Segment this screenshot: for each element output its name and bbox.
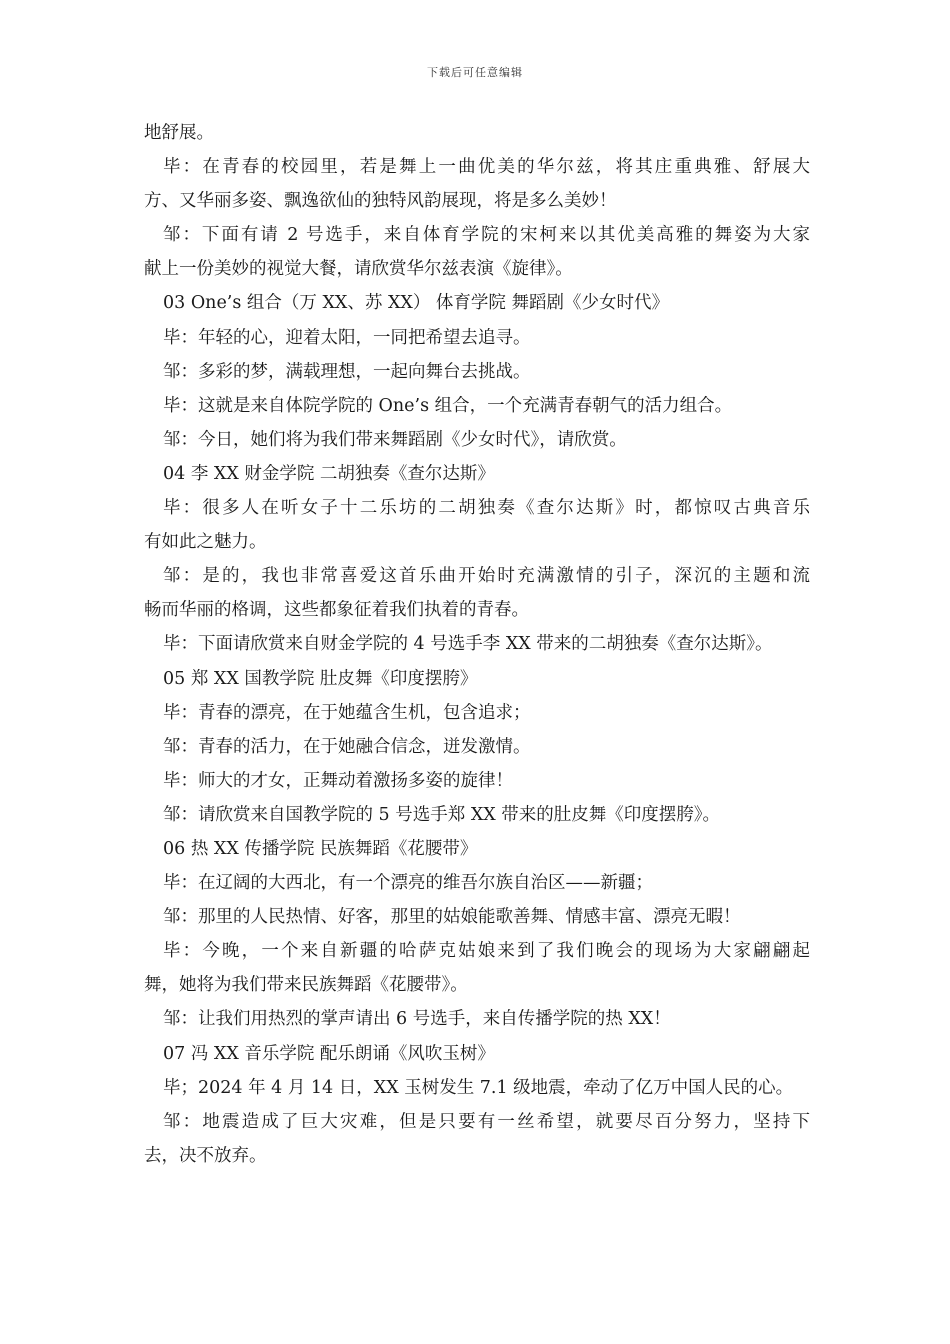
text-line: 舞，她将为我们带来民族舞蹈《花腰带》。 <box>144 975 468 996</box>
text-line: 邹：是的，我也非常喜爱这首乐曲开始时充满激情的引子，深沉的主题和流 <box>163 566 810 587</box>
text-line: 献上一份美妙的视觉大餐，请欣赏华尔兹表演《旋律》。 <box>144 259 573 280</box>
text-line: 邹：让我们用热烈的掌声请出 6 号选手，来自传播学院的热 XX！ <box>163 1009 671 1030</box>
text-line: 畅而华丽的格调，这些都象征着我们执着的青春。 <box>144 600 529 621</box>
text-line: 邹：下面有请 2 号选手，来自体育学院的宋柯来以其优美高雅的舞姿为大家 <box>163 225 810 246</box>
text-line: 毕：今晚，一个来自新疆的哈萨克姑娘来到了我们晚会的现场为大家翩翩起 <box>163 941 810 962</box>
text-line: 有如此之魅力。 <box>144 532 267 553</box>
text-line: 毕；2024 年 4 月 14 日，XX 玉树发生 7.1 级地震，牵动了亿万中国人民的心。 <box>163 1077 794 1098</box>
text-line: 邹：地震造成了巨大灾难，但是只要有一丝希望，就要尽百分努力，坚持下 <box>163 1111 810 1132</box>
text-line: 方、又华丽多姿、飘逸欲仙的独特风韵展现，将是多么美妙！ <box>144 191 617 212</box>
text-line: 邹：那里的人民热情、好客，那里的姑娘能歌善舞、情感丰富、漂亮无暇！ <box>163 907 741 928</box>
document-body <box>144 116 810 1173</box>
text-line: 毕：很多人在听女子十二乐坊的二胡独奏《查尔达斯》时，都惊叹古典音乐 <box>163 498 810 519</box>
text-line: 06 热 XX 传播学院 民族舞蹈《花腰带》 <box>163 838 478 859</box>
text-line: 毕：下面请欣赏来自财金学院的 4 号选手李 XX 带来的二胡独奏《查尔达斯》。 <box>163 634 773 655</box>
text-line: 毕：这就是来自体院学院的 One’s 组合，一个充满青春朝气的活力组合。 <box>163 395 733 416</box>
text-line: 04 李 XX 财金学院 二胡独奏《查尔达斯》 <box>163 463 495 484</box>
text-line: 邹：今日，她们将为我们带来舞蹈剧《少女时代》，请欣赏。 <box>163 429 627 450</box>
text-line: 05 郑 XX 国教学院 肚皮舞《印度摆胯》 <box>163 668 478 689</box>
text-line: 毕：在辽阔的大西北，有一个漂亮的维吾尔族自治区——新疆； <box>163 873 653 894</box>
page-header-note: 下载后可任意编辑 <box>427 66 523 79</box>
text-line: 03 One’s 组合（万 XX、苏 XX） 体育学院 舞蹈剧《少女时代》 <box>163 293 669 314</box>
text-line: 邹：多彩的梦，满载理想，一起向舞台去挑战。 <box>163 361 531 382</box>
text-line: 地舒展。 <box>144 123 214 143</box>
text-line: 毕：在青春的校园里，若是舞上一曲优美的华尔兹，将其庄重典雅、舒展大 <box>163 157 810 178</box>
text-line: 邹：请欣赏来自国教学院的 5 号选手郑 XX 带来的肚皮舞《印度摆胯》。 <box>163 804 721 825</box>
text-line: 毕：青春的漂亮，在于她蕴含生机，包含追求； <box>163 702 531 723</box>
text-line: 毕：年轻的心，迎着太阳，一同把希望去追寻。 <box>163 327 531 348</box>
text-line: 邹：青春的活力，在于她融合信念，迸发激情。 <box>163 736 531 757</box>
text-line: 07 冯 XX 音乐学院 配乐朗诵《风吹玉树》 <box>163 1043 495 1064</box>
text-line: 毕：师大的才女，正舞动着激扬多姿的旋律！ <box>163 770 513 791</box>
text-line: 去，决不放弃。 <box>144 1145 267 1166</box>
